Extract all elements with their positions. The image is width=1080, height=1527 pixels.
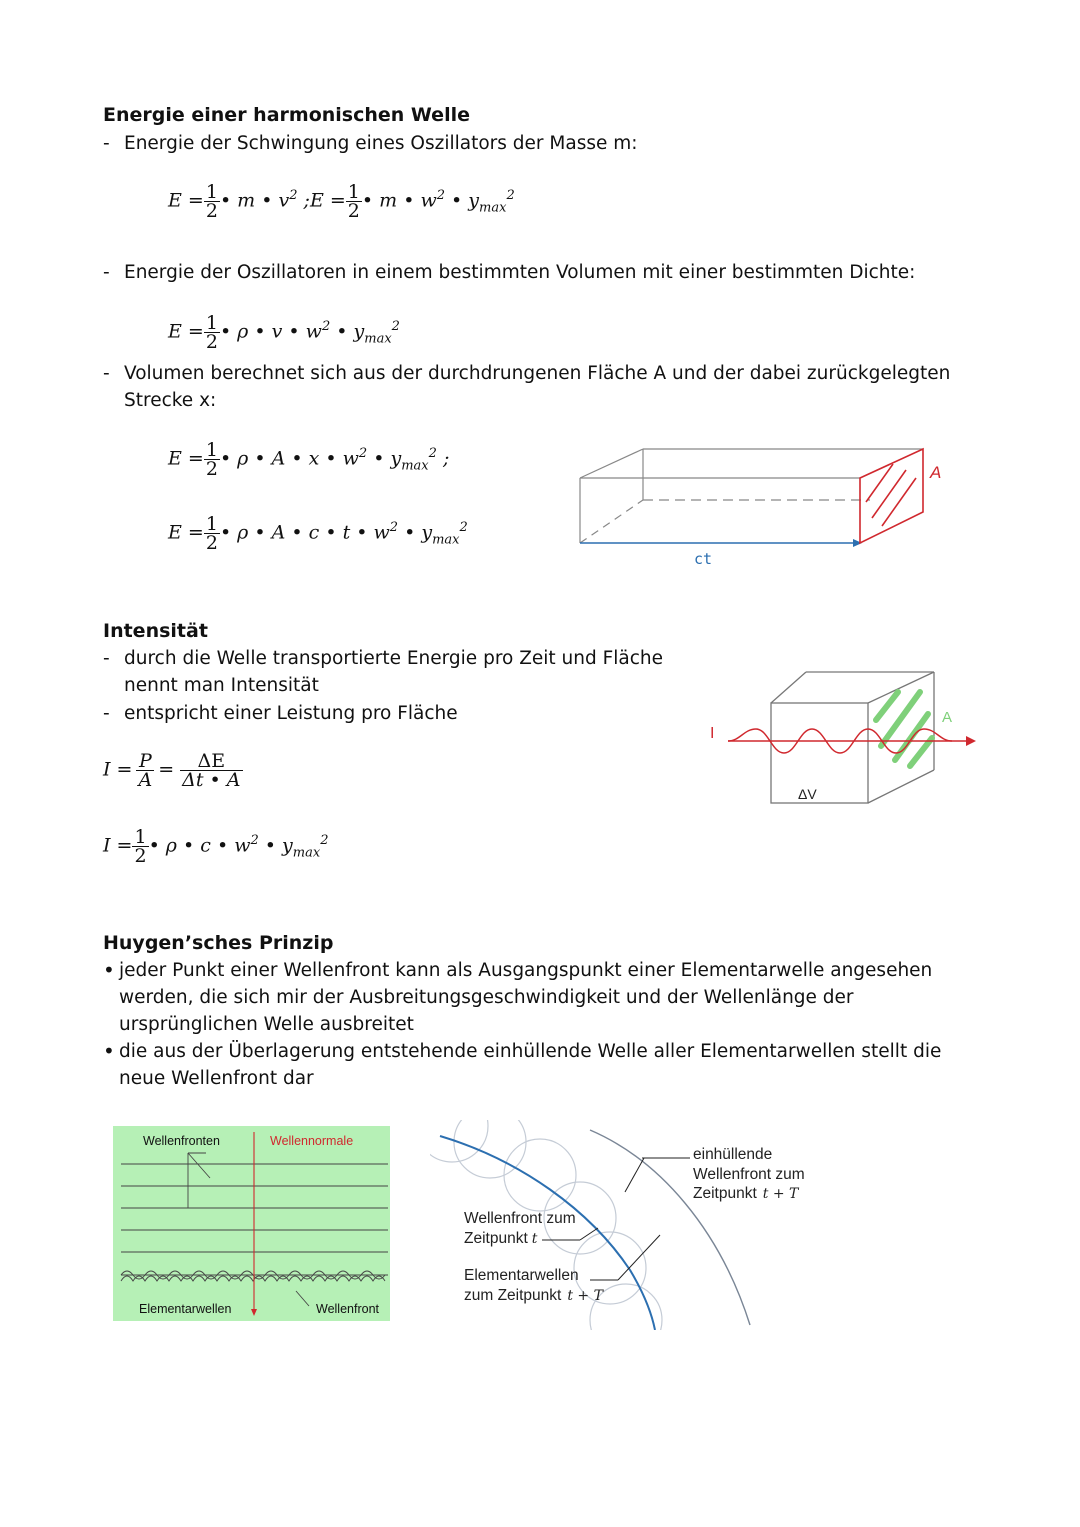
curved-wavefront-figure — [430, 1120, 850, 1330]
formula-intensity-wave: I = $\frac{1}{2}$ • ρ • c • $w^2$ • $y_{max}^2$ — [103, 826, 329, 867]
formula-area-distance-energy: E = $\frac{1}{2}$ • ρ • A • x • $w^2$ • $y_{max}^2$ ; — [168, 439, 450, 480]
el-label-l2: zum Zeitpunkt t + T — [464, 1287, 603, 1304]
env-label-l1: einhüllende — [693, 1146, 773, 1163]
cube-label-dv: ΔV — [798, 786, 817, 802]
energy-bullet-1: - Energie der Schwingung eines Oszillators der Masse m: — [103, 133, 638, 154]
env-label-l3: Zeitpunkt t + T — [693, 1185, 799, 1202]
cube-label-i: I — [710, 725, 715, 742]
label-wellennormale: Wellennormale — [270, 1134, 354, 1148]
wf-label-l1: Wellenfront zum — [464, 1210, 576, 1227]
box-label-a: A — [930, 463, 942, 482]
cube-label-a: A — [942, 709, 953, 726]
formula-oscillator-energy: E = $\frac{1}{2}$ • m • $v^2$ ;E = $\frac{1}{2}$ • m • $w^2$ • $y_{max}^2$ — [168, 181, 515, 222]
label-wellenfront: Wellenfront — [316, 1302, 379, 1316]
huygens-bullet-2: • die aus der Überlagerung entstehende einhüllende Welle aller Elementarwellen stellt die neue Wellenfront dar — [103, 1039, 942, 1089]
section-title-huygens: Huygen’sches Prinzip — [103, 932, 334, 954]
energy-bullet-2: - Energie der Oszillatoren in einem bestimmten Volumen mit einer bestimmten Dichte: — [103, 262, 916, 283]
huygens-bullet-1: • jeder Punkt einer Wellenfront kann als Ausgangspunkt einer Elementarwelle angesehen werden, die sich mir der Ausbreitungsgeschwindigkeit und der Wellenlänge der ursprünglichen Welle ausbreitet — [103, 958, 933, 1035]
intensity-bullet-1: - durch die Welle transportierte Energie pro Zeit und Fläche nennt man Intensität — [103, 648, 664, 696]
intensity-bullet-2: - entspricht einer Leistung pro Fläche — [103, 703, 458, 724]
el-label-l1: Elementarwellen — [464, 1267, 579, 1284]
volume-box-diagram — [570, 440, 970, 575]
section-title-intensity: Intensität — [103, 620, 208, 642]
intensity-cube-diagram — [700, 668, 990, 813]
energy-bullet-3: - Volumen berechnet sich aus der durchdrungenen Fläche A und der dabei zurückgelegten Strecke x: — [103, 363, 951, 411]
formula-volume-energy: E = $\frac{1}{2}$ • ρ • v • $w^2$ • $y_{max}^2$ — [168, 312, 400, 353]
env-label-l2: Wellenfront zum — [693, 1166, 805, 1183]
label-wellenfronten: Wellenfronten — [143, 1134, 220, 1148]
area-a-face — [860, 449, 923, 543]
label-elementarwellen: Elementarwellen — [139, 1302, 232, 1316]
section-title-energy: Energie einer harmonischen Welle — [103, 104, 470, 126]
plane-wave-figure — [113, 1126, 390, 1321]
box-label-ct: ct — [694, 550, 713, 568]
formula-intensity-power: I = $\frac{P}{A}$ = $\frac{\Delta E}{\Delta t • A}$ — [103, 750, 241, 791]
wf-label-l2: Zeitpunkt t — [464, 1230, 538, 1247]
formula-area-ct-energy: E = $\frac{1}{2}$ • ρ • A • c • t • $w^2$ • $y_{max}^2$ — [168, 513, 468, 554]
